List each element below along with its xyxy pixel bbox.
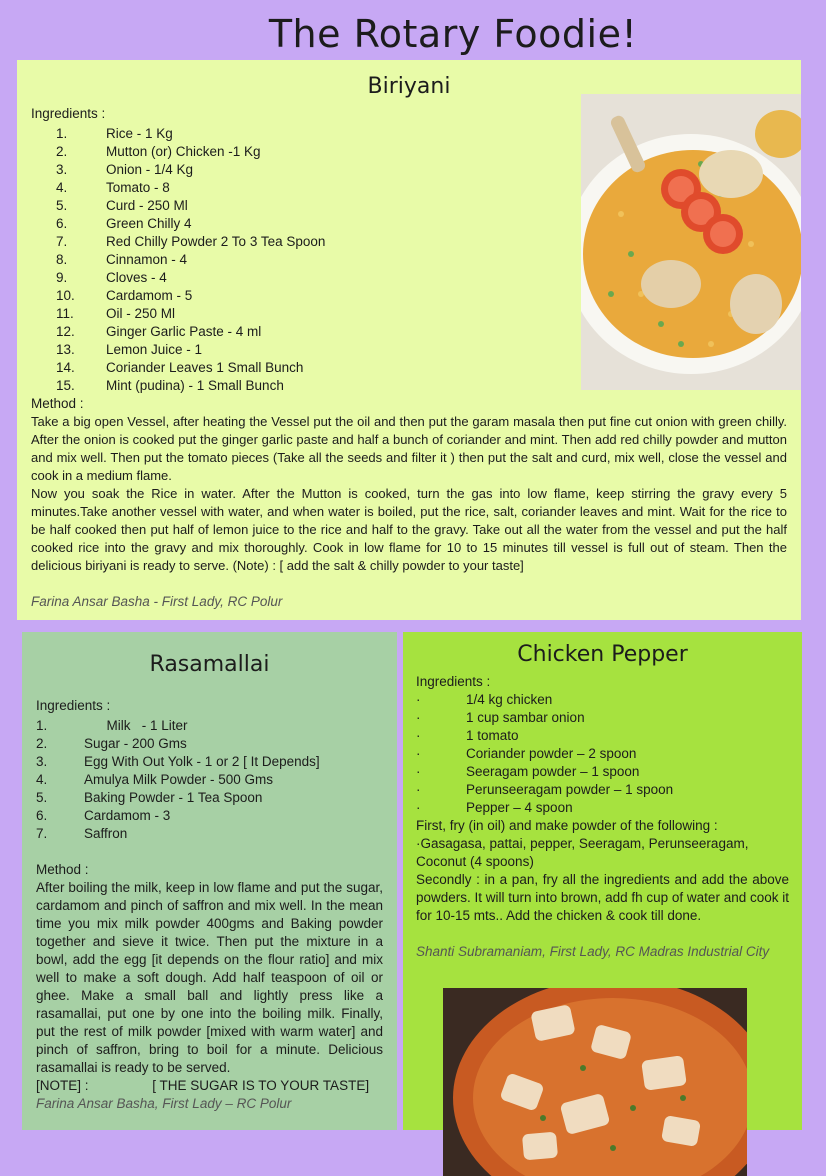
- list-item: 12. Ginger Garlic Paste - 4 ml: [56, 324, 262, 339]
- list-item: · Seeragam powder – 1 spoon: [416, 764, 640, 779]
- rasamallai-ingredient-list: [36, 717, 383, 843]
- list-item: 6. Green Chilly 4: [56, 216, 192, 231]
- list-item: 1. Milk - 1 Liter: [36, 718, 188, 733]
- biriyani-method-label: Method :: [31, 396, 84, 411]
- chicken-pepper-step1-items: ·Gasagasa, pattai, pepper, Seeragam, Perunseeragam, Coconut (4 spoons): [416, 836, 749, 869]
- biriyani-method-paragraph: Now you soak the Rice in water. After the Mutton is cooked, turn the gas into low flame, keep stirring the gravy every 5 minutes.Take another vessel with water, and when water is boiled, put the rice, salt, coriander leaves and mint. Wait for the rice to be half cooked then put half of lemon juice to the rice and half to the gravy. Take out all the water from the vessel and put the half cooked rice into the gravy and mix thoroughly. Cook in low flame for 10 to 15 minutes till vessel is full out of steam. Then the delicious biriyani is ready to serve. (Note) : [ add the salt & chilly powder to your taste]: [31, 486, 787, 573]
- list-item: · Pepper – 4 spoon: [416, 800, 573, 815]
- list-item: · 1 cup sambar onion: [416, 710, 585, 725]
- chicken-pepper-step2: Secondly : in a pan, fry all the ingredients and add the above powders. It will turn into brown, add fh cup of water and cook it for 10-15 mts.. Add the chicken & cook till done.: [416, 872, 789, 923]
- list-item: 5. Baking Powder - 1 Tea Spoon: [36, 790, 263, 805]
- list-item: 2. Mutton (or) Chicken -1 Kg: [56, 144, 261, 159]
- list-item: 15. Mint (pudina) - 1 Small Bunch: [56, 378, 284, 393]
- rasamallai-method-paragraph: After boiling the milk, keep in low flame and put the sugar, cardamom and pinch of saffron and mix well. In the mean time you mix milk powder 400gms and Baking powder together and sieve it twice. Then put the mixture in a bowl, add the egg [it depends on the flour ratio] and mix well to make a soft dough. Add half teaspoon of oil or ghee. Make a small ball and lightly press like a rasamallai, put one by one into the boiling milk. Finally, put the rest of milk powder [mixed with warm water] and pinch of saffron, bring to boil for a minute. Delicious rasamallai is ready to be served.: [36, 880, 383, 1075]
- list-item: 7. Saffron: [36, 826, 128, 841]
- list-item: 11. Oil - 250 Ml: [56, 306, 176, 321]
- biriyani-title: Biriyani: [367, 74, 451, 99]
- list-item: · 1 tomato: [416, 728, 519, 743]
- list-item: 8. Cinnamon - 4: [56, 252, 188, 267]
- list-item: 7. Red Chilly Powder 2 To 3 Tea Spoon: [56, 234, 326, 249]
- rasamallai-title: Rasamallai: [149, 652, 270, 677]
- chicken-pepper-credit: Shanti Subramaniam, First Lady, RC Madras Industrial City: [416, 944, 770, 959]
- list-item: 6. Cardamom - 3: [36, 808, 171, 823]
- chicken-pepper-title: Chicken Pepper: [517, 642, 688, 667]
- chicken-pepper-ingredient-list: [416, 691, 789, 817]
- rasamallai-method-label: Method :: [36, 862, 89, 877]
- list-item: 2. Sugar - 200 Gms: [36, 736, 187, 751]
- chicken-pepper-section: [403, 632, 802, 1130]
- rasamallai-ingredients-label: Ingredients :: [36, 698, 111, 713]
- list-item: 4. Amulya Milk Powder - 500 Gms: [36, 772, 274, 787]
- rasamallai-note: [NOTE] : [ THE SUGAR IS TO YOUR TASTE]: [36, 1078, 370, 1093]
- list-item: 3. Onion - 1/4 Kg: [56, 162, 194, 177]
- page-title: The Rotary Foodie!: [268, 12, 638, 56]
- list-item: 10. Cardamom - 5: [56, 288, 193, 303]
- list-item: 5. Curd - 250 Ml: [56, 198, 188, 213]
- biriyani-section: [17, 60, 801, 620]
- chicken-pepper-photo: [443, 988, 747, 1176]
- list-item: 14. Coriander Leaves 1 Small Bunch: [56, 360, 304, 375]
- rasamallai-credit: Farina Ansar Basha, First Lady – RC Polur: [36, 1096, 292, 1111]
- list-item: · 1/4 kg chicken: [416, 692, 553, 707]
- biriyani-method-paragraph: Take a big open Vessel, after heating the Vessel put the oil and then put the garam masala then put fine cut onion with green chilly. After the onion is cooked put the ginger garlic paste and half a bunch of coriander and mint. Then add red chilly powder and mutton and mix well. Then put the tomato pieces (Take all the seeds and filter it ) then put the salt and curd, mix well, close the vessel and cook in a medium flame.: [31, 414, 787, 483]
- list-item: 4. Tomato - 8: [56, 180, 170, 195]
- rasamallai-section: [22, 632, 397, 1130]
- biriyani-photo: [581, 94, 801, 390]
- list-item: 9. Cloves - 4: [56, 270, 167, 285]
- list-item: · Perunseeragam powder – 1 spoon: [416, 782, 674, 797]
- chicken-pepper-ingredients-label: Ingredients :: [416, 674, 491, 689]
- list-item: 13. Lemon Juice - 1: [56, 342, 203, 357]
- list-item: 3. Egg With Out Yolk - 1 or 2 [ It Depends]: [36, 754, 320, 769]
- list-item: · Coriander powder – 2 spoon: [416, 746, 637, 761]
- biriyani-ingredients-label: Ingredients :: [31, 106, 106, 121]
- list-item: 1. Rice - 1 Kg: [56, 126, 173, 141]
- chicken-pepper-step1: First, fry (in oil) and make powder of the following :: [416, 818, 718, 833]
- biriyani-credit: Farina Ansar Basha - First Lady, RC Polur: [31, 594, 283, 609]
